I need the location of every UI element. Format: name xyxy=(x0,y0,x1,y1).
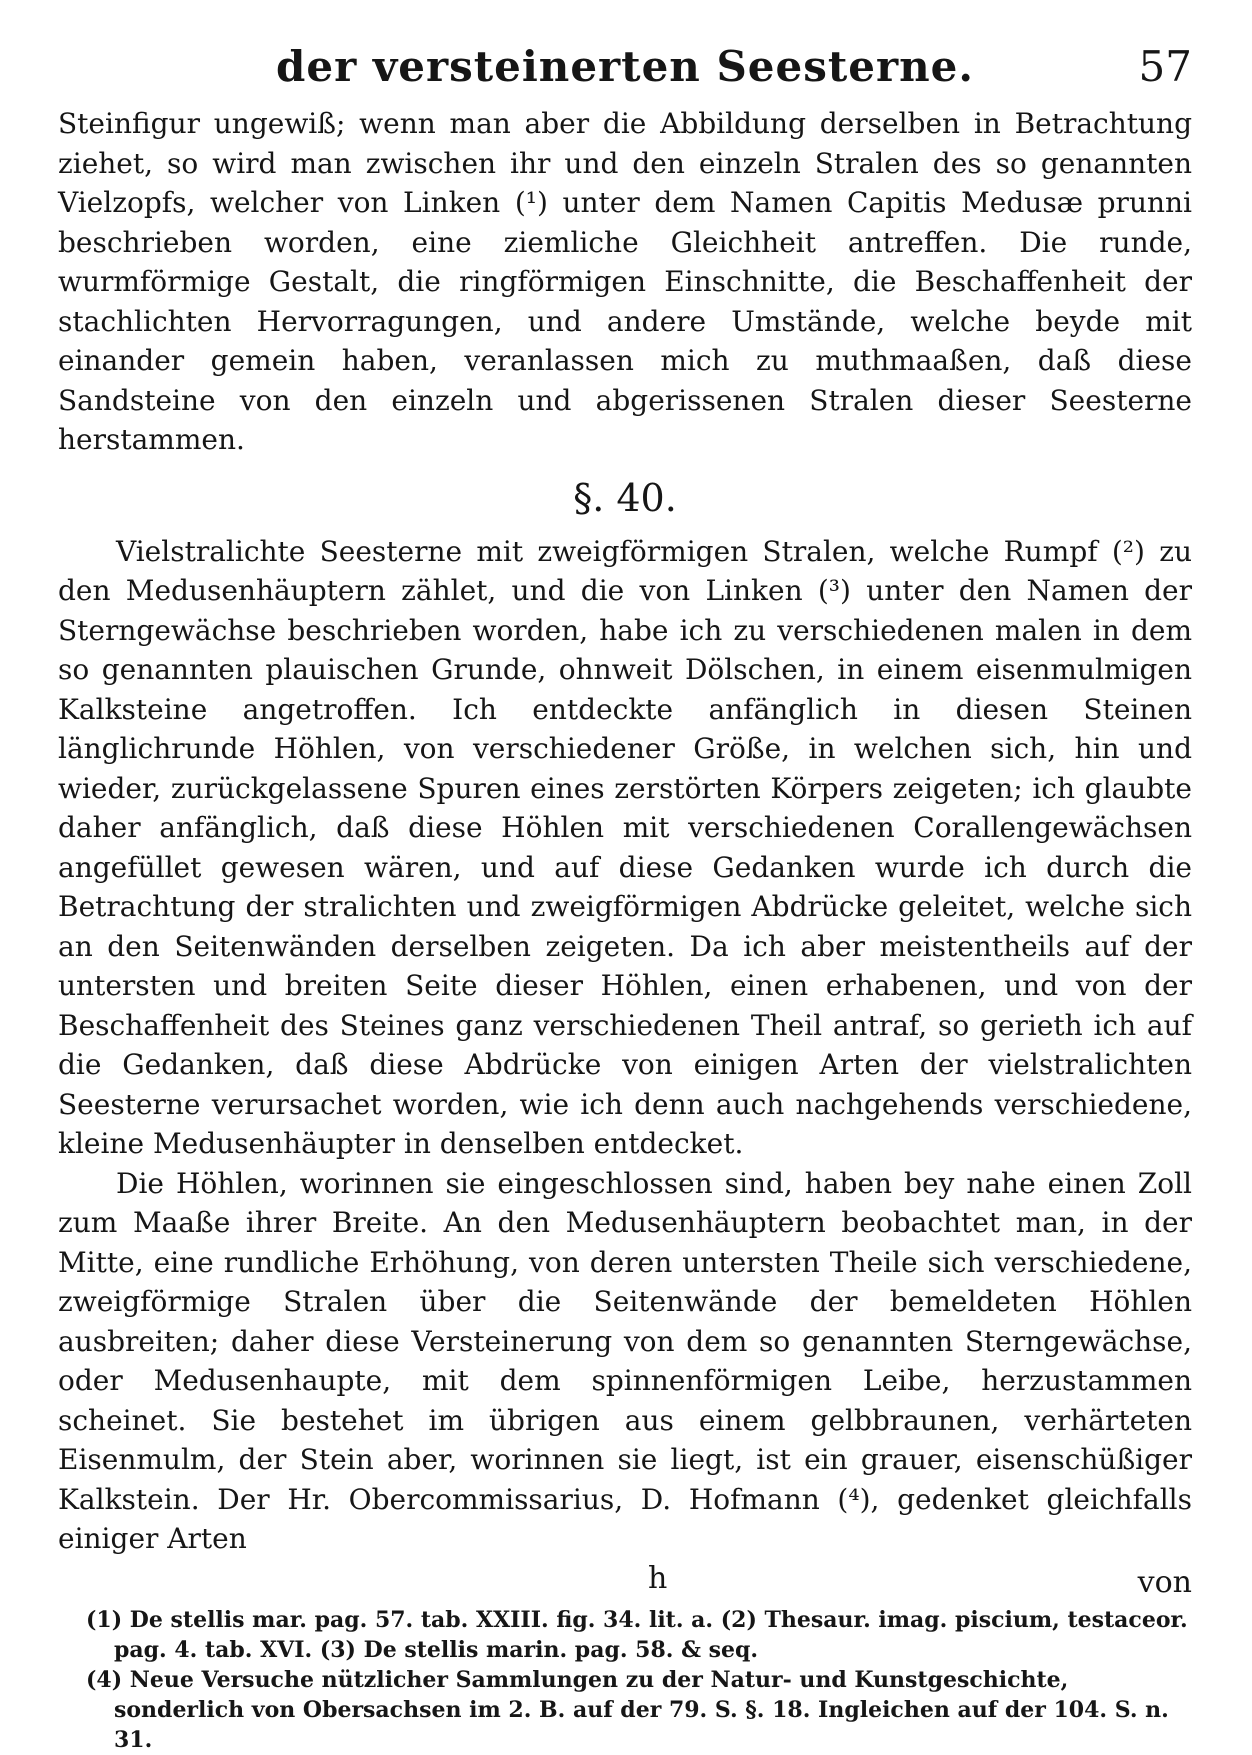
page-header xyxy=(58,28,1192,104)
page-number: 57 xyxy=(1138,42,1192,91)
running-title: der versteinerten Seesterne. xyxy=(275,42,975,91)
signature-mark: h xyxy=(648,1560,668,1596)
footnote-4: (4) Neue Versuche nützlicher Sammlungen zu der Natur- und Kunstgeschichte, sonderlich von Obersachsen im 2. B. auf der 79. S. §. 18. Ingleichen auf der 104. S. n. 31. xyxy=(86,1666,1169,1753)
paragraph-continuation: Steinfigur ungewiß; wenn man aber die Abbildung derselben in Betrachtung ziehet, so wird man zwischen ihr und den einzeln Stralen des so genannten Vielzopfs, welcher von Linken (¹) unter dem Namen Capitis Medusæ prunni beschrieben worden, eine ziemliche Gleichheit antreffen. Die runde, wurmförmige Gestalt, die ringförmigen Einschnitte, die Beschaffenheit der stachlichten Hervorragungen, und andere Umstände, welche beyde mit einander gemein haben, veranlassen mich zu muthmaaßen, daß diese Sandsteine von den einzeln und abgerissenen Stralen dieser Seesterne herstammen. xyxy=(58,107,1192,456)
footnote-1-3: (1) De stellis mar. pag. 57. tab. XXIII. fig. 34. lit. a. (2) Thesaur. imag. piscium, testaceor. pag. 4. tab. XVI. (3) De stellis marin. pag. 58. & seq. xyxy=(86,1606,1188,1663)
paragraph-section-40: Vielstralichte Seesterne mit zweigförmigen Stralen, welche Rumpf (²) zu den Medusenhäuptern zählet, und die von Linken (³) unter den Namen der Sterngewächse beschrieben worden, habe ich zu verschiedenen malen in dem so genannten plauischen Grunde, ohnweit Dölschen, in einem eisenmulmigen Kalksteine angetroffen. Ich entdeckte anfänglich in diesen Steinen länglichrunde Höhlen, von verschiedener Größe, in welchen sich, hin und wieder, zurückgelassene Spuren eines zerstörten Körpers zeigeten; ich glaubte daher anfänglich, daß diese Höhlen mit verschiedenen Corallengewächsen angefüllet gewesen wären, und auf diese Gedanken wurde ich durch die Betrachtung der stralichten und zweigförmigen Abdrücke geleitet, welche sich an den Seitenwänden derselben zeigeten. Da ich aber meistentheils auf der untersten und breiten Seite dieser Höhlen, einen erhabenen, und von der Beschaffenheit des Steines ganz verschiedenen Theil antraf, so gerieth ich auf die Gedanken, daß diese Abdrücke von einigen Arten der vielstralichten Seesterne verursachet worden, wie ich denn auch nachgehends verschiedene, kleine Medusenhäupter in denselben entdecket. xyxy=(58,534,1192,1160)
catchword: von xyxy=(1137,1564,1192,1600)
paragraph-hoehlen: Die Höhlen, worinnen sie eingeschlossen sind, haben bey nahe einen Zoll zum Maaße ihrer Breite. An den Medusenhäuptern beobachtet man, in der Mitte, eine rundliche Erhöhung, von deren untersten Theile sich verschiedene, zweigförmige Stralen über die Seitenwände der bemeldeten Höhlen ausbreiten; daher diese Versteinerung von dem so genannten Sterngewächse, oder Medusenhaupte, mit dem spinnenförmigen Leibe, herzustammen scheinet. Sie bestehet im übrigen aus einem gelbbraunen, verhärteten Eisenmulm, der Stein aber, worinnen sie liegt, ist ein grauer, eisenschüßiger Kalkstein. Der Hr. Obercommissarius, D. Hofmann (⁴), gedenket gleichfalls einiger Arten xyxy=(58,1166,1192,1555)
catchword-line xyxy=(58,1559,1192,1603)
footnotes xyxy=(58,1605,1192,1755)
section-heading: §. 40. xyxy=(573,475,677,520)
body-text xyxy=(58,104,1192,1559)
